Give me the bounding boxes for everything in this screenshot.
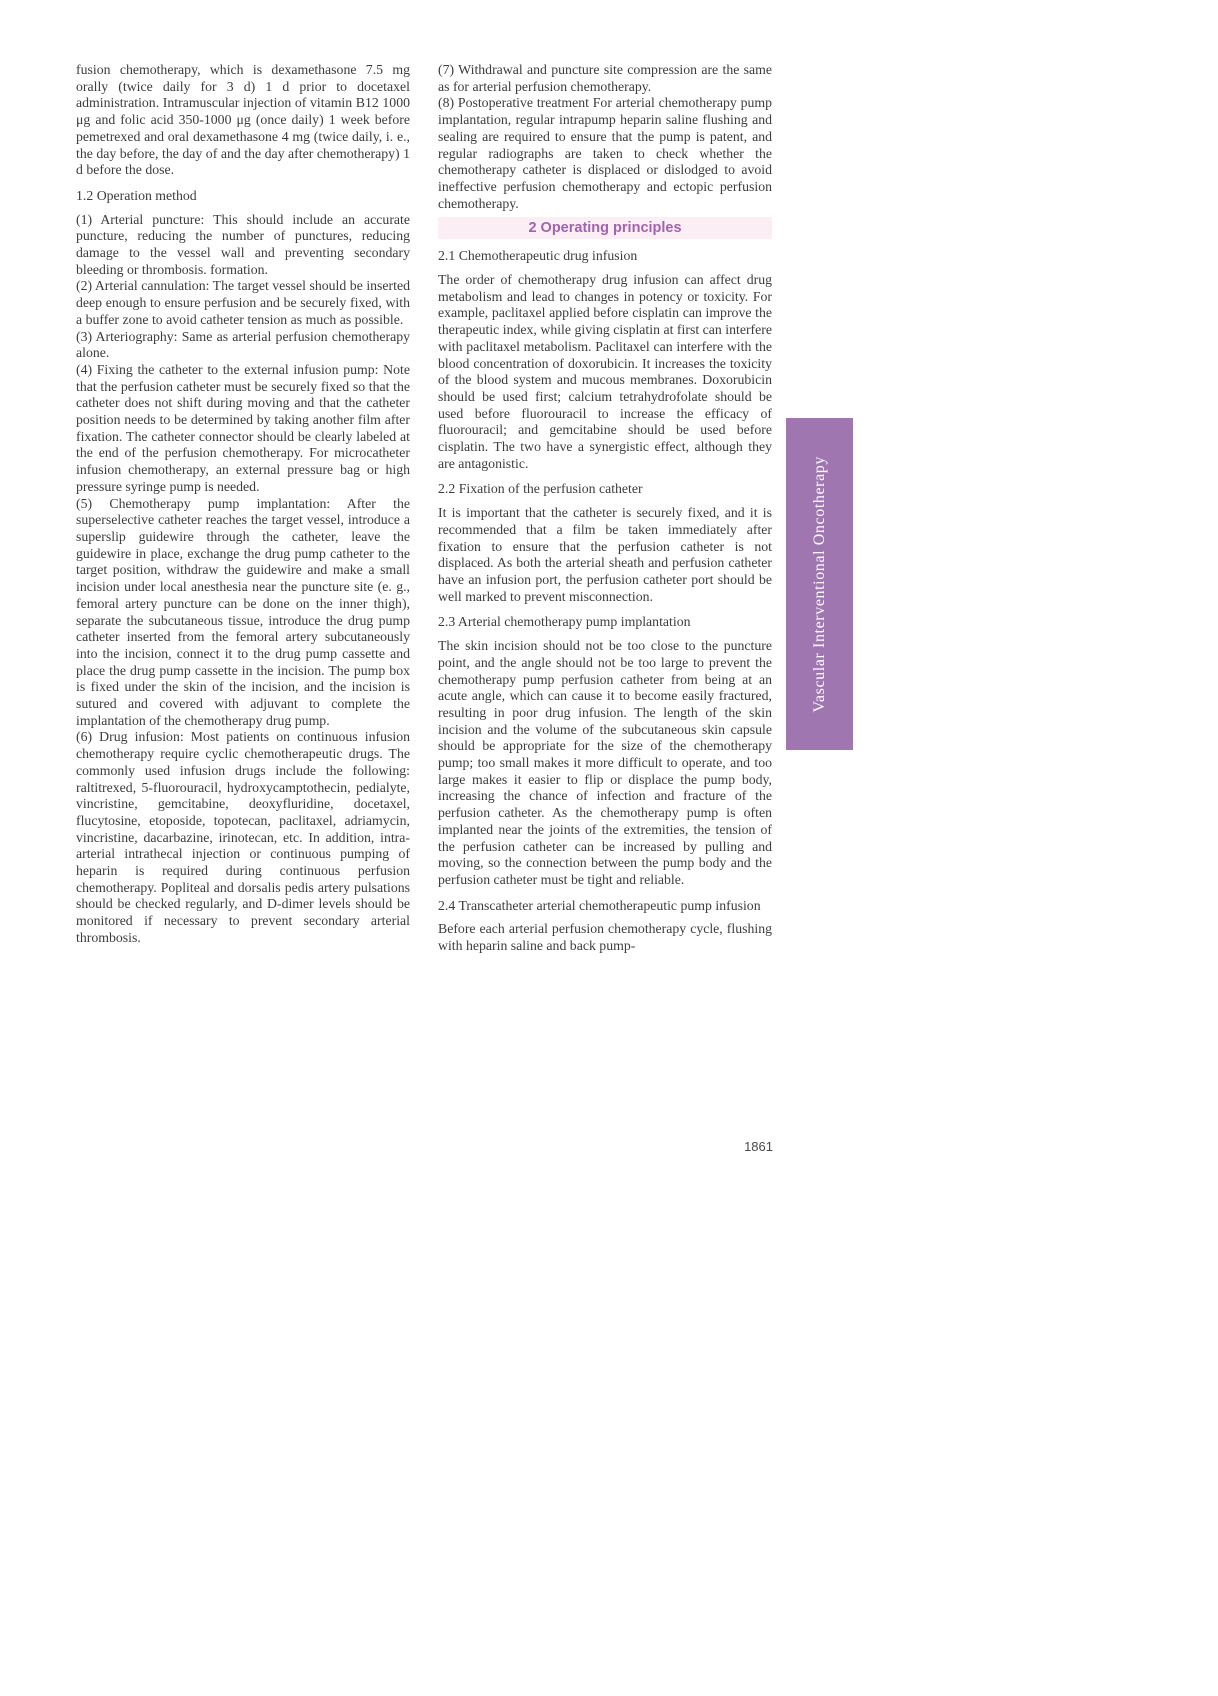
- body-paragraph: (1) Arterial puncture: This should include an accurate puncture, reducing the number of punctures, reducing damage to the vessel wall and preventing secondary bleeding or thrombosis. formation.: [76, 211, 410, 277]
- body-paragraph: (4) Fixing the catheter to the external infusion pump: Note that the perfusion catheter must be securely fixed so that the catheter does not shift during moving and that the catheter position needs to be determined by taking another film after fixation. The catheter connector should be clearly labeled at the end of the perfusion chemotherapy. For microcatheter infusion chemotherapy, an external pressure bag or high pressure syringe pump is needed.: [76, 361, 410, 494]
- body-paragraph: Before each arterial perfusion chemotherapy cycle, flushing with heparin saline and back pump-: [438, 921, 772, 954]
- body-paragraph: (8) Postoperative treatment For arterial chemotherapy pump implantation, regular intrapump heparin saline flushing and sealing are required to ensure that the pump is patent, and regular radiographs are taken to check whether the chemotherapy catheter is displaced or dislodged to avoid ineffective perfusion chemotherapy and ectopic perfusion chemotherapy.: [438, 95, 772, 211]
- left-column: [76, 62, 410, 947]
- page-number: 1861: [744, 1139, 773, 1154]
- section-banner-operating-principles: 2 Operating principles: [438, 217, 772, 239]
- body-paragraph: (7) Withdrawal and puncture site compression are the same as for arterial perfusion chemotherapy.: [438, 62, 772, 94]
- section-heading-2-1: 2.1 Chemotherapeutic drug infusion: [438, 248, 638, 264]
- right-column: [438, 62, 772, 955]
- body-paragraph: (3) Arteriography: Same as arterial perfusion chemotherapy alone.: [76, 328, 410, 361]
- section-heading-operation-method: 1.2 Operation method: [76, 187, 197, 203]
- sidebar-tab-label: Vascular Interventional Oncotherapy: [810, 455, 828, 713]
- section-heading-2-3: 2.3 Arterial chemotherapy pump implantation: [438, 614, 691, 630]
- body-paragraph: It is important that the catheter is securely fixed, and it is recommended that a film be taken immediately after fixation to ensure that the perfusion catheter is not displaced. As both the arterial sheath and perfusion catheter have an infusion port, the perfusion catheter port should be well marked to prevent misconnection.: [438, 505, 772, 604]
- body-paragraph: (6) Drug infusion: Most patients on continuous infusion chemotherapy require cyclic chemotherapeutic drugs. The commonly used infusion drugs include the following: raltitrexed, 5-fluorouracil, hydroxycamptothecin, pedialyte, vincristine, gemcitabine, deoxyfluridine, docetaxel, flucytosine, etoposide, topotecan, paclitaxel, adriamycin, vincristine, dacarbazine, irinotecan, etc. In addition, intra-arterial intrathecal injection or continuous pumping of heparin is required during continuous perfusion chemotherapy. Popliteal and dorsalis pedis artery pulsations should be checked regularly, and D-dimer levels should be monitored if necessary to prevent secondary arterial thrombosis.: [76, 729, 410, 945]
- sidebar-tab: [786, 418, 853, 750]
- body-paragraph: The skin incision should not be too close to the puncture point, and the angle should not be too large to prevent the chemotherapy pump perfusion catheter from being at an acute angle, which can cause it to become easily fractured, resulting in poor drug infusion. The length of the skin incision and the volume of the subcutaneous skin capsule should be appropriate for the size of the chemotherapy pump; too small makes it more difficult to operate, and too large makes it easier to flip or displace the pump body, increasing the chance of infection and fracture of the perfusion catheter. As the chemotherapy pump is often implanted near the joints of the extremities, the tension of the perfusion catheter can be increased by pulling and moving, so the connection between the pump body and the perfusion catheter must be tight and reliable.: [438, 638, 772, 887]
- section-heading-2-4: 2.4 Transcatheter arterial chemotherapeutic pump infusion: [438, 897, 761, 913]
- body-paragraph: (2) Arterial cannulation: The target vessel should be inserted deep enough to ensure perfusion and be securely fixed, with a buffer zone to avoid catheter tension as much as possible.: [76, 278, 410, 327]
- section-heading-2-2: 2.2 Fixation of the perfusion catheter: [438, 481, 643, 497]
- body-paragraph: fusion chemotherapy, which is dexamethasone 7.5 mg orally (twice daily for 3 d) 1 d prior to docetaxel administration. Intramuscular injection of vitamin B12 1000 μg and folic acid 350-1000 μg (once daily) 1 week before pemetrexed and oral dexamethasone 4 mg (twice daily, i. e., the day before, the day of and the day after chemotherapy) 1 d before the dose.: [76, 62, 410, 178]
- body-paragraph: The order of chemotherapy drug infusion can affect drug metabolism and lead to changes in potency or toxicity. For example, paclitaxel applied before cisplatin can improve the therapeutic index, while giving cisplatin at first can interfere with paclitaxel metabolism. Paclitaxel can interfere with the blood concentration of doxorubicin. It increases the toxicity of the blood system and mucous membranes. Doxorubicin should be used first; calcium tetrahydrofolate should be used before fluorouracil to increase the efficacy of fluorouracil; and gemcitabine should be used before cisplatin. The two have a synergistic effect, although they are antagonistic.: [438, 272, 772, 471]
- body-paragraph: (5) Chemotherapy pump implantation: After the superselective catheter reaches the target vessel, introduce a superslip guidewire through the catheter, leave the guidewire in place, exchange the drug pump catheter to the target position, withdraw the guidewire and make a small incision under local anesthesia near the puncture site (e. g., femoral artery puncture can be done on the inner thigh), separate the subcutaneous tissue, introduce the drug pump catheter inserted from the femoral artery subcutaneously into the incision, connect it to the drug pump cassette and place the drug pump cassette in the incision. The pump box is fixed under the skin of the incision, and the incision is sutured and covered with adjuvant to complete the implantation of the chemotherapy drug pump.: [76, 495, 410, 728]
